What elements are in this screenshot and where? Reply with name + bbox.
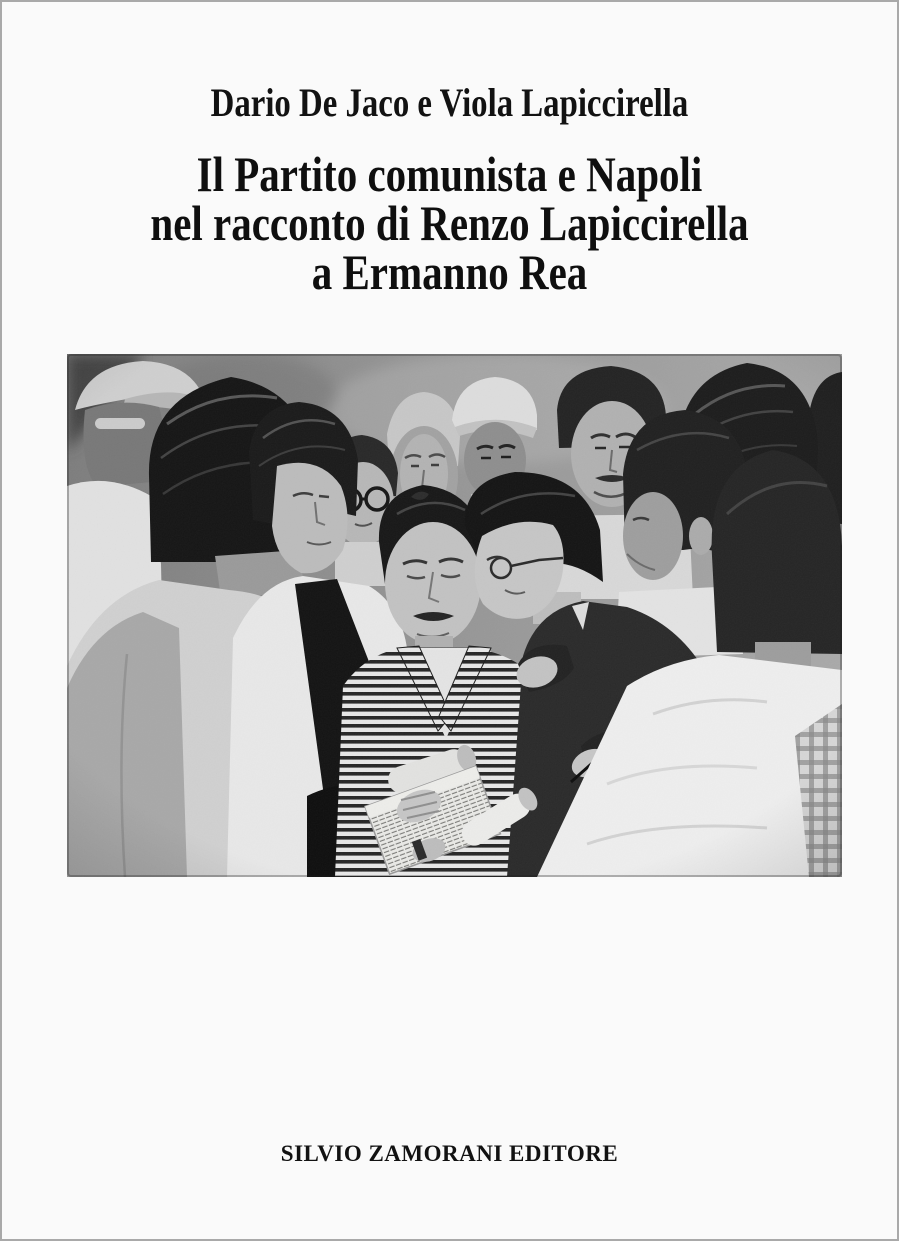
- title-line-3: a Ermanno Rea: [311, 244, 588, 300]
- book-title: [83, 146, 817, 300]
- authors-line: Dario De Jaco e Viola Lapiccirella: [210, 80, 689, 125]
- cover-photo: [67, 354, 842, 877]
- publisher-imprint: SILVIO ZAMORANI EDITORE: [280, 1141, 619, 1166]
- title-line-2: nel racconto di Renzo Lapiccirella: [150, 195, 749, 251]
- title-line-1: Il Partito comunista e Napoli: [196, 146, 703, 202]
- photo-finish-overlay: [67, 354, 842, 877]
